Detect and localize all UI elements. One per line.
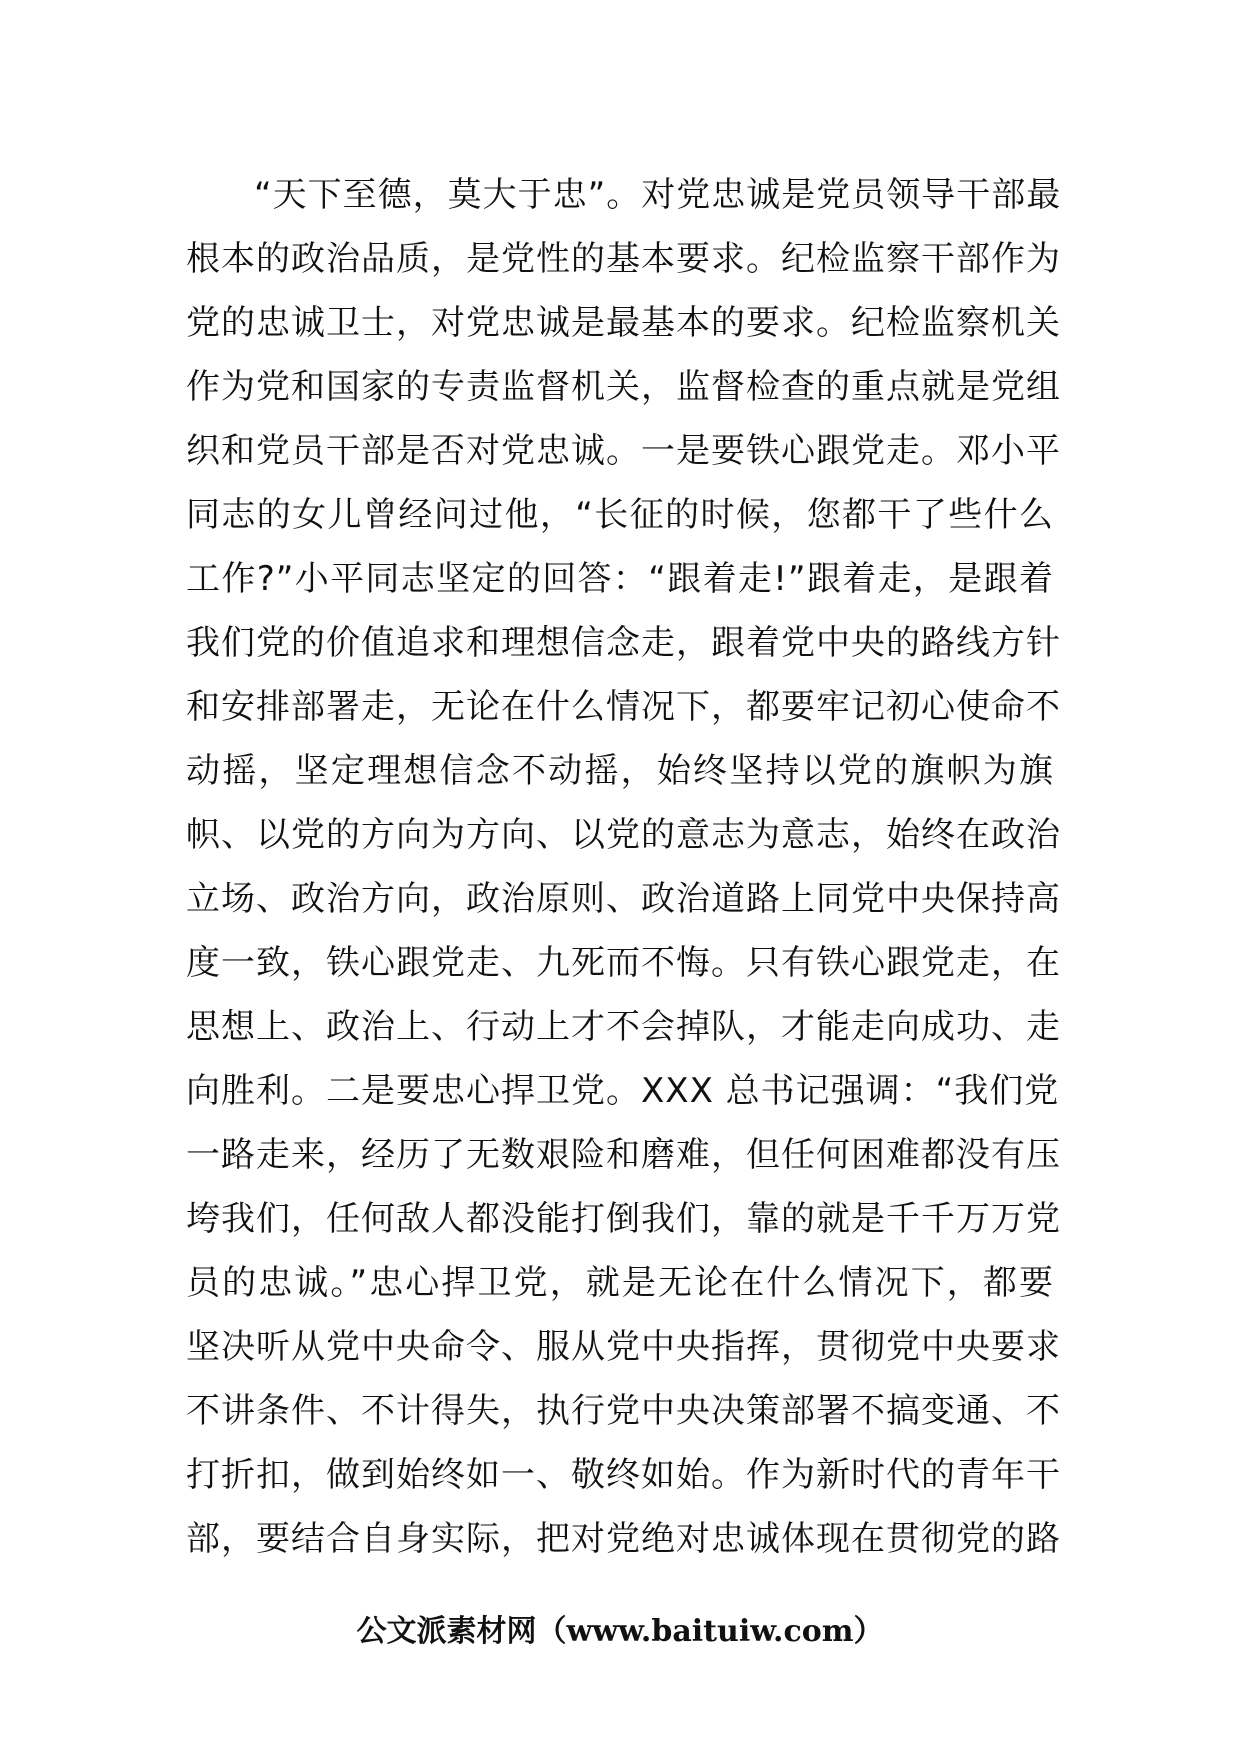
text-line: 党的忠诚卫士，对党忠诚是最基本的要求。纪检监察机关 bbox=[186, 303, 1061, 343]
text-line: 员的忠诚。”忠心捍卫党，就是无论在什么情况下，都要 bbox=[186, 1263, 1054, 1303]
text-line: 立场、政治方向，政治原则、政治道路上同党中央保持高 bbox=[186, 879, 1061, 919]
text-line: 向胜利。二是要忠心捍卫党。XXX 总书记强调：“我们党 bbox=[186, 1071, 1060, 1111]
text-line: 根本的政治品质，是党性的基本要求。纪检监察干部作为 bbox=[186, 239, 1061, 279]
text-line: 思想上、政治上、行动上才不会掉队，才能走向成功、走 bbox=[186, 1007, 1061, 1047]
source-footer: 公文派素材网（www.baituiw.com） bbox=[356, 1614, 884, 1649]
text-line: 动摇，坚定理想信念不动摇，始终坚持以党的旗帜为旗 bbox=[186, 751, 1054, 791]
text-line: 工作?”小平同志坚定的回答：“跟着走!”跟着走，是跟着 bbox=[186, 559, 1054, 599]
text-line: 垮我们，任何敌人都没能打倒我们，靠的就是千千万万党 bbox=[186, 1199, 1061, 1239]
text-line: 我们党的价值追求和理想信念走，跟着党中央的路线方针 bbox=[186, 623, 1061, 663]
text-line: 不讲条件、不计得失，执行党中央决策部署不搞变通、不 bbox=[186, 1391, 1061, 1431]
text-line: 帜、以党的方向为方向、以党的意志为意志，始终在政治 bbox=[186, 815, 1061, 855]
text-line: 坚决听从党中央命令、服从党中央指挥，贯彻党中央要求 bbox=[186, 1327, 1061, 1367]
text-line: 作为党和国家的专责监督机关，监督检查的重点就是党组 bbox=[186, 367, 1061, 407]
text-line: 同志的女儿曾经问过他，“长征的时候，您都干了些什么 bbox=[186, 495, 1054, 535]
text-line: 和安排部署走，无论在什么情况下，都要牢记初心使命不 bbox=[186, 687, 1061, 727]
text-line: 一路走来，经历了无数艰险和磨难，但任何困难都没有压 bbox=[186, 1135, 1061, 1175]
text-line: 度一致，铁心跟党走、九死而不悔。只有铁心跟党走，在 bbox=[186, 943, 1061, 983]
text-line: 打折扣，做到始终如一、敬终如始。作为新时代的青年干 bbox=[186, 1455, 1061, 1495]
body-text bbox=[186, 163, 1062, 1571]
text-line: 部，要结合自身实际，把对党绝对忠诚体现在贯彻党的路 bbox=[186, 1519, 1061, 1559]
text-line: 织和党员干部是否对党忠诚。一是要铁心跟党走。邓小平 bbox=[186, 431, 1061, 471]
text-line: “天下至德，莫大于忠”。对党忠诚是党员领导干部最 bbox=[254, 175, 1062, 215]
